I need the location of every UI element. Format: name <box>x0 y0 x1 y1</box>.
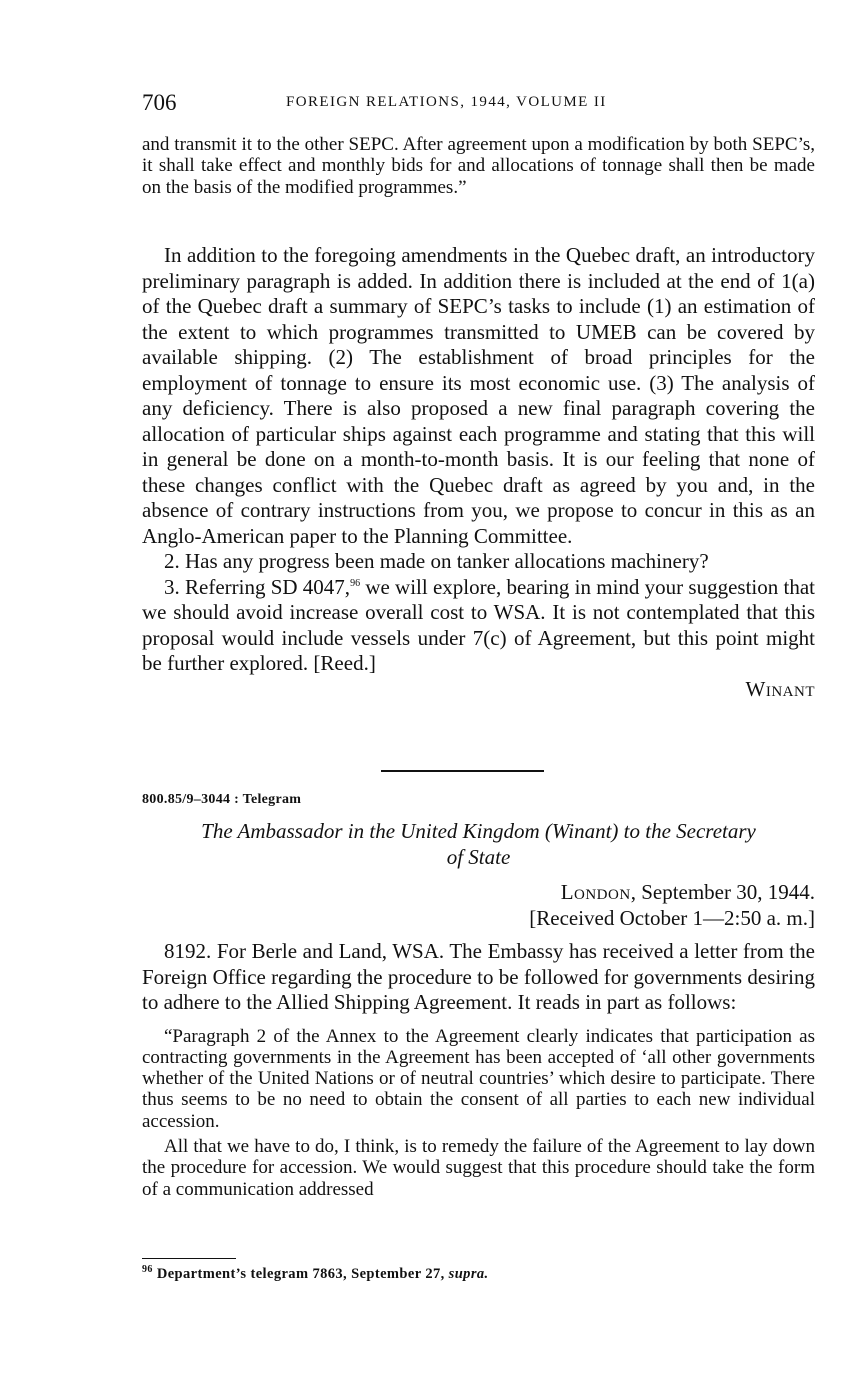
quote-paragraph-2: All that we have to do, I think, is to remedy the failure of the Agreement to lay down the procedure for accession. We would suggest that this procedure should take the form of a communication addressed <box>142 1135 815 1200</box>
page-number: 706 <box>142 90 177 115</box>
continuation-paragraph: and transmit it to the other SEPC. After agreement upon a modification by both SEPC’s, it shall take effect and monthly bids for and allocations of tonnage shall then be made on the basis of the modified programmes.” <box>142 134 815 198</box>
paragraph-3-after: we will explore, bearing in mind your suggestion that we should avoid increase overall cost to WSA. It is not contemplated that this proposal would include vessels under 7(c) of Agreement, but this point might be further explored. [Reed.] <box>142 574 815 675</box>
paragraph-3-before: 3. Referring SD 4047, <box>164 574 351 599</box>
footnote-text <box>142 1266 815 1283</box>
footnote-rule <box>142 1258 236 1259</box>
file-reference: 800.85/9–3044 : Telegram <box>142 792 302 807</box>
block-amendments <box>142 243 815 702</box>
footnote-ref: 96 <box>350 577 361 589</box>
block-telegram <box>142 792 815 1200</box>
paragraph-3 <box>142 575 815 677</box>
block-continuation <box>142 134 815 198</box>
page-header <box>142 90 815 120</box>
section-divider <box>381 770 544 772</box>
document-title-line-1: The Ambassador in the United Kingdom (Winant) to the Secretary <box>201 819 756 843</box>
footnote-italic: supra. <box>448 1266 489 1282</box>
dateline-place: London <box>560 880 631 904</box>
quote-paragraph-1: “Paragraph 2 of the Annex to the Agreement clearly indicates that participation as contracting governments in the Agreement has been accepted of ‘all other governments whether of the United Nations or of neutral countries’ which desire to participate. There thus seems to be no need to obtain the consent of all parties to each new individual accession. <box>142 1025 815 1132</box>
dateline <box>142 880 815 906</box>
dateline-date: , September 30, 1944. <box>630 880 815 904</box>
document-title-line-2: of State <box>446 845 511 869</box>
telegram-body: 8192. For Berle and Land, WSA. The Embassy has received a letter from the Foreign Office regarding the procedure to be followed for governments desiring to adhere to the Allied Shipping Agreement. It reads in part as follows: <box>142 939 815 1014</box>
signature: Winant <box>745 676 815 701</box>
footnote <box>142 1266 815 1283</box>
received-line: [Received October 1—2:50 a. m.] <box>529 905 815 930</box>
running-title: FOREIGN RELATIONS, 1944, VOLUME II <box>286 94 607 110</box>
paragraph-2: 2. Has any progress been made on tanker allocations machinery? <box>164 549 709 573</box>
paragraph-1: In addition to the foregoing amendments in the Quebec draft, an introductory preliminary paragraph is added. In addition there is included at the end of 1(a) of the Quebec draft a summary of SEPC’s tasks to include (1) an estimation of the extent to which programmes transmitted to UMEB can be covered by available shipping. (2) The establishment of broad principles for the employment of tonnage to ensure its most economic use. (3) The analysis of any deficiency. There is also proposed a new final paragraph covering the allocation of particular ships against each programme and stating that this will in general be done on a month-to-month basis. It is our feeling that none of these changes conflict with the Quebec draft as agreed by you and, in the absence of contrary instructions from you, we propose to concur in this as an Anglo-American paper to the Planning Committee. <box>142 243 815 548</box>
footnote-marker: 96 <box>142 1264 153 1276</box>
footnote-body: Department’s telegram 7863, September 27, <box>152 1266 449 1282</box>
